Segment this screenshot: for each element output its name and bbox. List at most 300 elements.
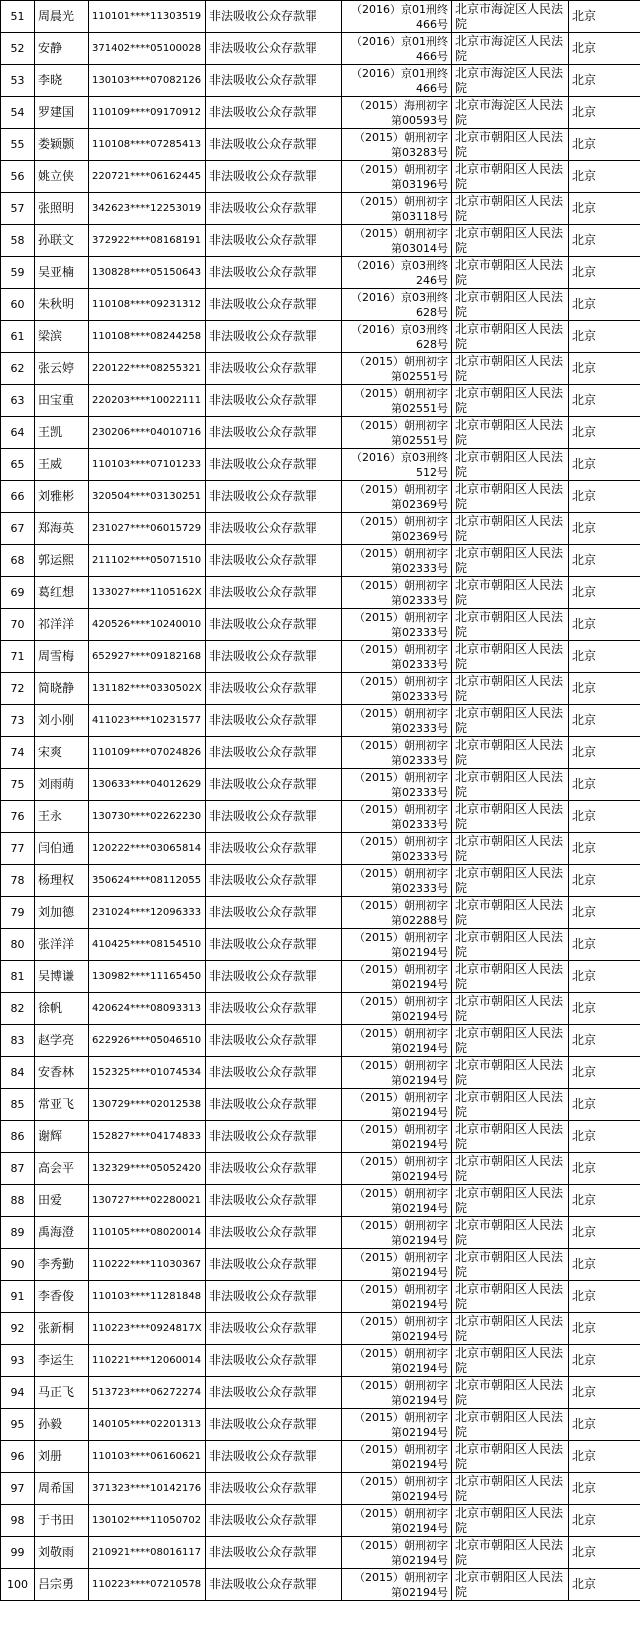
name-cell: 吕宗勇	[35, 1569, 89, 1601]
table-row	[1, 769, 640, 801]
case-number-cell: （2015）朝刑初字第02194号	[342, 1057, 452, 1089]
court-cell: 北京市朝阳区人民法院	[452, 673, 569, 705]
name-cell: 王威	[35, 449, 89, 481]
charge-cell: 非法吸收公众存款罪	[206, 865, 342, 897]
case-number-cell: （2015）朝刑初字第02194号	[342, 1185, 452, 1217]
court-cell: 北京市朝阳区人民法院	[452, 353, 569, 385]
charge-cell: 非法吸收公众存款罪	[206, 1281, 342, 1313]
charge-cell: 非法吸收公众存款罪	[206, 481, 342, 513]
charge-cell: 非法吸收公众存款罪	[206, 673, 342, 705]
court-cell: 北京市朝阳区人民法院	[452, 1409, 569, 1441]
case-number-cell: （2015）朝刑初字第02333号	[342, 609, 452, 641]
court-cell: 北京市海淀区人民法院	[452, 65, 569, 97]
court-cell: 北京市朝阳区人民法院	[452, 801, 569, 833]
case-number-cell: （2015）朝刑初字第02194号	[342, 1569, 452, 1601]
case-number-cell: （2015）朝刑初字第02194号	[342, 1473, 452, 1505]
row-number: 82	[1, 993, 35, 1025]
charge-cell: 非法吸收公众存款罪	[206, 1377, 342, 1409]
case-number-cell: （2015）朝刑初字第02333号	[342, 737, 452, 769]
province-cell: 北京	[569, 993, 640, 1025]
case-number-cell: （2016）京01刑终466号	[342, 65, 452, 97]
court-cell: 北京市朝阳区人民法院	[452, 1537, 569, 1569]
charge-cell: 非法吸收公众存款罪	[206, 801, 342, 833]
case-number-cell: （2015）朝刑初字第03196号	[342, 161, 452, 193]
row-number: 97	[1, 1473, 35, 1505]
case-number-cell: （2015）朝刑初字第02194号	[342, 929, 452, 961]
id-number-cell: 132329****05052420	[89, 1153, 206, 1185]
province-cell: 北京	[569, 33, 640, 65]
case-number-cell: （2015）朝刑初字第02333号	[342, 833, 452, 865]
province-cell: 北京	[569, 321, 640, 353]
province-cell: 北京	[569, 705, 640, 737]
name-cell: 梁滨	[35, 321, 89, 353]
case-number-cell: （2016）京03刑终628号	[342, 289, 452, 321]
id-number-cell: 110108****09231312	[89, 289, 206, 321]
province-cell: 北京	[569, 1569, 640, 1601]
case-number-cell: （2015）朝刑初字第02551号	[342, 417, 452, 449]
court-cell: 北京市海淀区人民法院	[452, 1, 569, 33]
court-cell: 北京市朝阳区人民法院	[452, 705, 569, 737]
table-row	[1, 929, 640, 961]
row-number: 88	[1, 1185, 35, 1217]
id-number-cell: 110103****06160621	[89, 1441, 206, 1473]
province-cell: 北京	[569, 289, 640, 321]
province-cell: 北京	[569, 1025, 640, 1057]
id-number-cell: 652927****09182168	[89, 641, 206, 673]
name-cell: 张洋洋	[35, 929, 89, 961]
province-cell: 北京	[569, 1409, 640, 1441]
charge-cell: 非法吸收公众存款罪	[206, 193, 342, 225]
name-cell: 李香俊	[35, 1281, 89, 1313]
charge-cell: 非法吸收公众存款罪	[206, 225, 342, 257]
charge-cell: 非法吸收公众存款罪	[206, 1441, 342, 1473]
court-cell: 北京市朝阳区人民法院	[452, 961, 569, 993]
id-number-cell: 411023****10231577	[89, 705, 206, 737]
id-number-cell: 410425****08154510	[89, 929, 206, 961]
province-cell: 北京	[569, 161, 640, 193]
case-number-cell: （2015）朝刑初字第02369号	[342, 481, 452, 513]
name-cell: 刘加德	[35, 897, 89, 929]
court-cell: 北京市朝阳区人民法院	[452, 1185, 569, 1217]
table-row	[1, 1473, 640, 1505]
id-number-cell: 220203****10022111	[89, 385, 206, 417]
row-number: 86	[1, 1121, 35, 1153]
row-number: 84	[1, 1057, 35, 1089]
id-number-cell: 110103****07101233	[89, 449, 206, 481]
id-number-cell: 140105****02201313	[89, 1409, 206, 1441]
case-number-cell: （2015）朝刑初字第02194号	[342, 1089, 452, 1121]
table-row	[1, 33, 640, 65]
row-number: 55	[1, 129, 35, 161]
id-number-cell: 152827****04174833	[89, 1121, 206, 1153]
charge-cell: 非法吸收公众存款罪	[206, 705, 342, 737]
name-cell: 刘小刚	[35, 705, 89, 737]
id-number-cell: 420526****10240010	[89, 609, 206, 641]
court-cell: 北京市朝阳区人民法院	[452, 929, 569, 961]
id-number-cell: 130103****07082126	[89, 65, 206, 97]
case-number-cell: （2015）朝刑初字第02333号	[342, 673, 452, 705]
table-row	[1, 1377, 640, 1409]
table-row	[1, 833, 640, 865]
row-number: 93	[1, 1345, 35, 1377]
table-row	[1, 737, 640, 769]
table-row	[1, 65, 640, 97]
table-row	[1, 1121, 640, 1153]
table-row	[1, 1345, 640, 1377]
table-row	[1, 1537, 640, 1569]
table-row	[1, 801, 640, 833]
table-row	[1, 417, 640, 449]
name-cell: 于书田	[35, 1505, 89, 1537]
province-cell: 北京	[569, 481, 640, 513]
id-number-cell: 110109****09170912	[89, 97, 206, 129]
court-cell: 北京市朝阳区人民法院	[452, 1121, 569, 1153]
id-number-cell: 231027****06015729	[89, 513, 206, 545]
table-row	[1, 353, 640, 385]
charge-cell: 非法吸收公众存款罪	[206, 385, 342, 417]
charge-cell: 非法吸收公众存款罪	[206, 1569, 342, 1601]
row-number: 53	[1, 65, 35, 97]
province-cell: 北京	[569, 1217, 640, 1249]
name-cell: 刘雅彬	[35, 481, 89, 513]
case-number-cell: （2015）朝刑初字第03118号	[342, 193, 452, 225]
case-number-cell: （2015）朝刑初字第02194号	[342, 1441, 452, 1473]
charge-cell: 非法吸收公众存款罪	[206, 993, 342, 1025]
charge-cell: 非法吸收公众存款罪	[206, 1345, 342, 1377]
row-number: 74	[1, 737, 35, 769]
id-number-cell: 342623****12253019	[89, 193, 206, 225]
id-number-cell: 420624****08093313	[89, 993, 206, 1025]
court-cell: 北京市朝阳区人民法院	[452, 513, 569, 545]
id-number-cell: 152325****01074534	[89, 1057, 206, 1089]
case-number-cell: （2016）京01刑终466号	[342, 33, 452, 65]
province-cell: 北京	[569, 257, 640, 289]
name-cell: 李运生	[35, 1345, 89, 1377]
charge-cell: 非法吸收公众存款罪	[206, 289, 342, 321]
court-cell: 北京市朝阳区人民法院	[452, 609, 569, 641]
name-cell: 安香林	[35, 1057, 89, 1089]
case-number-cell: （2015）朝刑初字第02194号	[342, 993, 452, 1025]
id-number-cell: 110101****11303519	[89, 1, 206, 33]
table-row	[1, 545, 640, 577]
court-cell: 北京市朝阳区人民法院	[452, 769, 569, 801]
row-number: 69	[1, 577, 35, 609]
row-number: 80	[1, 929, 35, 961]
row-number: 70	[1, 609, 35, 641]
row-number: 67	[1, 513, 35, 545]
case-number-cell: （2015）朝刑初字第02194号	[342, 961, 452, 993]
row-number: 85	[1, 1089, 35, 1121]
charge-cell: 非法吸收公众存款罪	[206, 641, 342, 673]
row-number: 96	[1, 1441, 35, 1473]
id-number-cell: 210921****08016117	[89, 1537, 206, 1569]
name-cell: 马正飞	[35, 1377, 89, 1409]
id-number-cell: 110109****07024826	[89, 737, 206, 769]
case-number-cell: （2015）朝刑初字第02194号	[342, 1409, 452, 1441]
province-cell: 北京	[569, 577, 640, 609]
case-number-cell: （2015）朝刑初字第02333号	[342, 577, 452, 609]
row-number: 58	[1, 225, 35, 257]
province-cell: 北京	[569, 1089, 640, 1121]
name-cell: 徐帆	[35, 993, 89, 1025]
case-number-cell: （2015）朝刑初字第02194号	[342, 1281, 452, 1313]
court-cell: 北京市朝阳区人民法院	[452, 1505, 569, 1537]
charge-cell: 非法吸收公众存款罪	[206, 321, 342, 353]
name-cell: 王永	[35, 801, 89, 833]
case-number-cell: （2015）朝刑初字第02551号	[342, 385, 452, 417]
id-number-cell: 130730****02262230	[89, 801, 206, 833]
table-row	[1, 1025, 640, 1057]
table-row	[1, 225, 640, 257]
province-cell: 北京	[569, 1121, 640, 1153]
court-cell: 北京市海淀区人民法院	[452, 33, 569, 65]
id-number-cell: 371402****05100028	[89, 33, 206, 65]
charge-cell: 非法吸收公众存款罪	[206, 513, 342, 545]
table-row	[1, 1313, 640, 1345]
name-cell: 杨理权	[35, 865, 89, 897]
court-cell: 北京市朝阳区人民法院	[452, 1249, 569, 1281]
case-number-cell: （2015）朝刑初字第02194号	[342, 1121, 452, 1153]
province-cell: 北京	[569, 417, 640, 449]
province-cell: 北京	[569, 1057, 640, 1089]
id-number-cell: 130727****02280021	[89, 1185, 206, 1217]
table-row	[1, 1185, 640, 1217]
case-number-cell: （2015）朝刑初字第02194号	[342, 1249, 452, 1281]
id-number-cell: 110108****08244258	[89, 321, 206, 353]
name-cell: 张新桐	[35, 1313, 89, 1345]
court-cell: 北京市朝阳区人民法院	[452, 993, 569, 1025]
court-cell: 北京市朝阳区人民法院	[452, 1313, 569, 1345]
province-cell: 北京	[569, 513, 640, 545]
table-row	[1, 385, 640, 417]
row-number: 65	[1, 449, 35, 481]
row-number: 60	[1, 289, 35, 321]
name-cell: 吴博谦	[35, 961, 89, 993]
case-number-cell: （2016）京03刑终628号	[342, 321, 452, 353]
charge-cell: 非法吸收公众存款罪	[206, 609, 342, 641]
table-row	[1, 1, 640, 33]
row-number: 79	[1, 897, 35, 929]
province-cell: 北京	[569, 545, 640, 577]
table-row	[1, 1505, 640, 1537]
court-cell: 北京市朝阳区人民法院	[452, 545, 569, 577]
case-number-cell: （2015）朝刑初字第02333号	[342, 641, 452, 673]
row-number: 73	[1, 705, 35, 737]
row-number: 98	[1, 1505, 35, 1537]
name-cell: 赵学亮	[35, 1025, 89, 1057]
row-number: 71	[1, 641, 35, 673]
name-cell: 安静	[35, 33, 89, 65]
id-number-cell: 110223****0924817X	[89, 1313, 206, 1345]
charge-cell: 非法吸收公众存款罪	[206, 1121, 342, 1153]
case-number-cell: （2016）京01刑终466号	[342, 1, 452, 33]
court-cell: 北京市朝阳区人民法院	[452, 1441, 569, 1473]
name-cell: 祁洋洋	[35, 609, 89, 641]
table-row	[1, 609, 640, 641]
charge-cell: 非法吸收公众存款罪	[206, 1313, 342, 1345]
table-row	[1, 1441, 640, 1473]
name-cell: 刘敬雨	[35, 1537, 89, 1569]
court-cell: 北京市朝阳区人民法院	[452, 1345, 569, 1377]
case-number-cell: （2015）朝刑初字第03014号	[342, 225, 452, 257]
court-cell: 北京市海淀区人民法院	[452, 97, 569, 129]
court-cell: 北京市朝阳区人民法院	[452, 225, 569, 257]
court-cell: 北京市朝阳区人民法院	[452, 1153, 569, 1185]
charge-cell: 非法吸收公众存款罪	[206, 1409, 342, 1441]
province-cell: 北京	[569, 833, 640, 865]
row-number: 51	[1, 1, 35, 33]
case-number-cell: （2015）朝刑初字第02194号	[342, 1217, 452, 1249]
name-cell: 孙毅	[35, 1409, 89, 1441]
id-number-cell: 220122****08255321	[89, 353, 206, 385]
row-number: 57	[1, 193, 35, 225]
court-cell: 北京市朝阳区人民法院	[452, 737, 569, 769]
table-row	[1, 1569, 640, 1601]
table-row	[1, 993, 640, 1025]
table-body	[1, 1, 640, 1601]
name-cell: 周晨光	[35, 1, 89, 33]
name-cell: 闫伯通	[35, 833, 89, 865]
charge-cell: 非法吸收公众存款罪	[206, 737, 342, 769]
province-cell: 北京	[569, 225, 640, 257]
province-cell: 北京	[569, 865, 640, 897]
court-cell: 北京市朝阳区人民法院	[452, 1089, 569, 1121]
name-cell: 常亚飞	[35, 1089, 89, 1121]
court-cell: 北京市朝阳区人民法院	[452, 1377, 569, 1409]
name-cell: 郑海英	[35, 513, 89, 545]
name-cell: 娄颖颢	[35, 129, 89, 161]
id-number-cell: 130828****05150643	[89, 257, 206, 289]
row-number: 77	[1, 833, 35, 865]
case-number-cell: （2015）海刑初字第00593号	[342, 97, 452, 129]
province-cell: 北京	[569, 449, 640, 481]
case-number-cell: （2015）朝刑初字第02333号	[342, 545, 452, 577]
row-number: 94	[1, 1377, 35, 1409]
court-cell: 北京市朝阳区人民法院	[452, 257, 569, 289]
case-number-cell: （2016）京03刑终246号	[342, 257, 452, 289]
charge-cell: 非法吸收公众存款罪	[206, 1537, 342, 1569]
province-cell: 北京	[569, 1537, 640, 1569]
id-number-cell: 320504****03130251	[89, 481, 206, 513]
charge-cell: 非法吸收公众存款罪	[206, 1057, 342, 1089]
charge-cell: 非法吸收公众存款罪	[206, 353, 342, 385]
court-cell: 北京市朝阳区人民法院	[452, 865, 569, 897]
case-number-cell: （2015）朝刑初字第02333号	[342, 705, 452, 737]
id-number-cell: 110222****11030367	[89, 1249, 206, 1281]
name-cell: 周希国	[35, 1473, 89, 1505]
table-row	[1, 481, 640, 513]
province-cell: 北京	[569, 897, 640, 929]
name-cell: 葛红想	[35, 577, 89, 609]
charge-cell: 非法吸收公众存款罪	[206, 1, 342, 33]
charge-cell: 非法吸收公众存款罪	[206, 833, 342, 865]
id-number-cell: 110105****08020014	[89, 1217, 206, 1249]
row-number: 68	[1, 545, 35, 577]
id-number-cell: 130982****11165450	[89, 961, 206, 993]
row-number: 63	[1, 385, 35, 417]
id-number-cell: 120222****03065814	[89, 833, 206, 865]
table-row	[1, 289, 640, 321]
court-cell: 北京市朝阳区人民法院	[452, 833, 569, 865]
name-cell: 孙联文	[35, 225, 89, 257]
case-number-cell: （2015）朝刑初字第02194号	[342, 1313, 452, 1345]
table-row	[1, 897, 640, 929]
court-cell: 北京市朝阳区人民法院	[452, 129, 569, 161]
province-cell: 北京	[569, 769, 640, 801]
province-cell: 北京	[569, 1153, 640, 1185]
name-cell: 高会平	[35, 1153, 89, 1185]
court-cell: 北京市朝阳区人民法院	[452, 897, 569, 929]
charge-cell: 非法吸收公众存款罪	[206, 33, 342, 65]
province-cell: 北京	[569, 1313, 640, 1345]
charge-cell: 非法吸收公众存款罪	[206, 129, 342, 161]
province-cell: 北京	[569, 1473, 640, 1505]
charge-cell: 非法吸收公众存款罪	[206, 769, 342, 801]
case-number-cell: （2015）朝刑初字第02333号	[342, 769, 452, 801]
charge-cell: 非法吸收公众存款罪	[206, 257, 342, 289]
charge-cell: 非法吸收公众存款罪	[206, 1025, 342, 1057]
id-number-cell: 622926****05046510	[89, 1025, 206, 1057]
table-row	[1, 449, 640, 481]
id-number-cell: 372922****08168191	[89, 225, 206, 257]
court-cell: 北京市朝阳区人民法院	[452, 1057, 569, 1089]
charge-cell: 非法吸收公众存款罪	[206, 1473, 342, 1505]
id-number-cell: 230206****04010716	[89, 417, 206, 449]
row-number: 76	[1, 801, 35, 833]
case-number-cell: （2015）朝刑初字第02194号	[342, 1345, 452, 1377]
case-number-cell: （2015）朝刑初字第02333号	[342, 801, 452, 833]
province-cell: 北京	[569, 129, 640, 161]
id-number-cell: 133027****1105162X	[89, 577, 206, 609]
row-number: 75	[1, 769, 35, 801]
case-number-cell: （2015）朝刑初字第02194号	[342, 1377, 452, 1409]
province-cell: 北京	[569, 1281, 640, 1313]
id-number-cell: 131182****0330502X	[89, 673, 206, 705]
row-number: 87	[1, 1153, 35, 1185]
table-row	[1, 1089, 640, 1121]
charge-cell: 非法吸收公众存款罪	[206, 1505, 342, 1537]
id-number-cell: 513723****06272274	[89, 1377, 206, 1409]
province-cell: 北京	[569, 673, 640, 705]
court-cell: 北京市朝阳区人民法院	[452, 161, 569, 193]
charge-cell: 非法吸收公众存款罪	[206, 545, 342, 577]
court-cell: 北京市朝阳区人民法院	[452, 449, 569, 481]
row-number: 78	[1, 865, 35, 897]
charge-cell: 非法吸收公众存款罪	[206, 161, 342, 193]
case-number-cell: （2015）朝刑初字第02194号	[342, 1153, 452, 1185]
court-cell: 北京市朝阳区人民法院	[452, 1569, 569, 1601]
name-cell: 罗建国	[35, 97, 89, 129]
table-row	[1, 161, 640, 193]
name-cell: 姚立侠	[35, 161, 89, 193]
id-number-cell: 110103****11281848	[89, 1281, 206, 1313]
province-cell: 北京	[569, 1377, 640, 1409]
table-row	[1, 1217, 640, 1249]
name-cell: 张云婷	[35, 353, 89, 385]
id-number-cell: 231024****12096333	[89, 897, 206, 929]
province-cell: 北京	[569, 1441, 640, 1473]
case-number-cell: （2015）朝刑初字第02194号	[342, 1025, 452, 1057]
name-cell: 张照明	[35, 193, 89, 225]
province-cell: 北京	[569, 1345, 640, 1377]
case-number-cell: （2015）朝刑初字第02194号	[342, 1505, 452, 1537]
table-row	[1, 1153, 640, 1185]
province-cell: 北京	[569, 1249, 640, 1281]
table-row	[1, 321, 640, 353]
id-number-cell: 130729****02012538	[89, 1089, 206, 1121]
name-cell: 吴亚楠	[35, 257, 89, 289]
row-number: 90	[1, 1249, 35, 1281]
